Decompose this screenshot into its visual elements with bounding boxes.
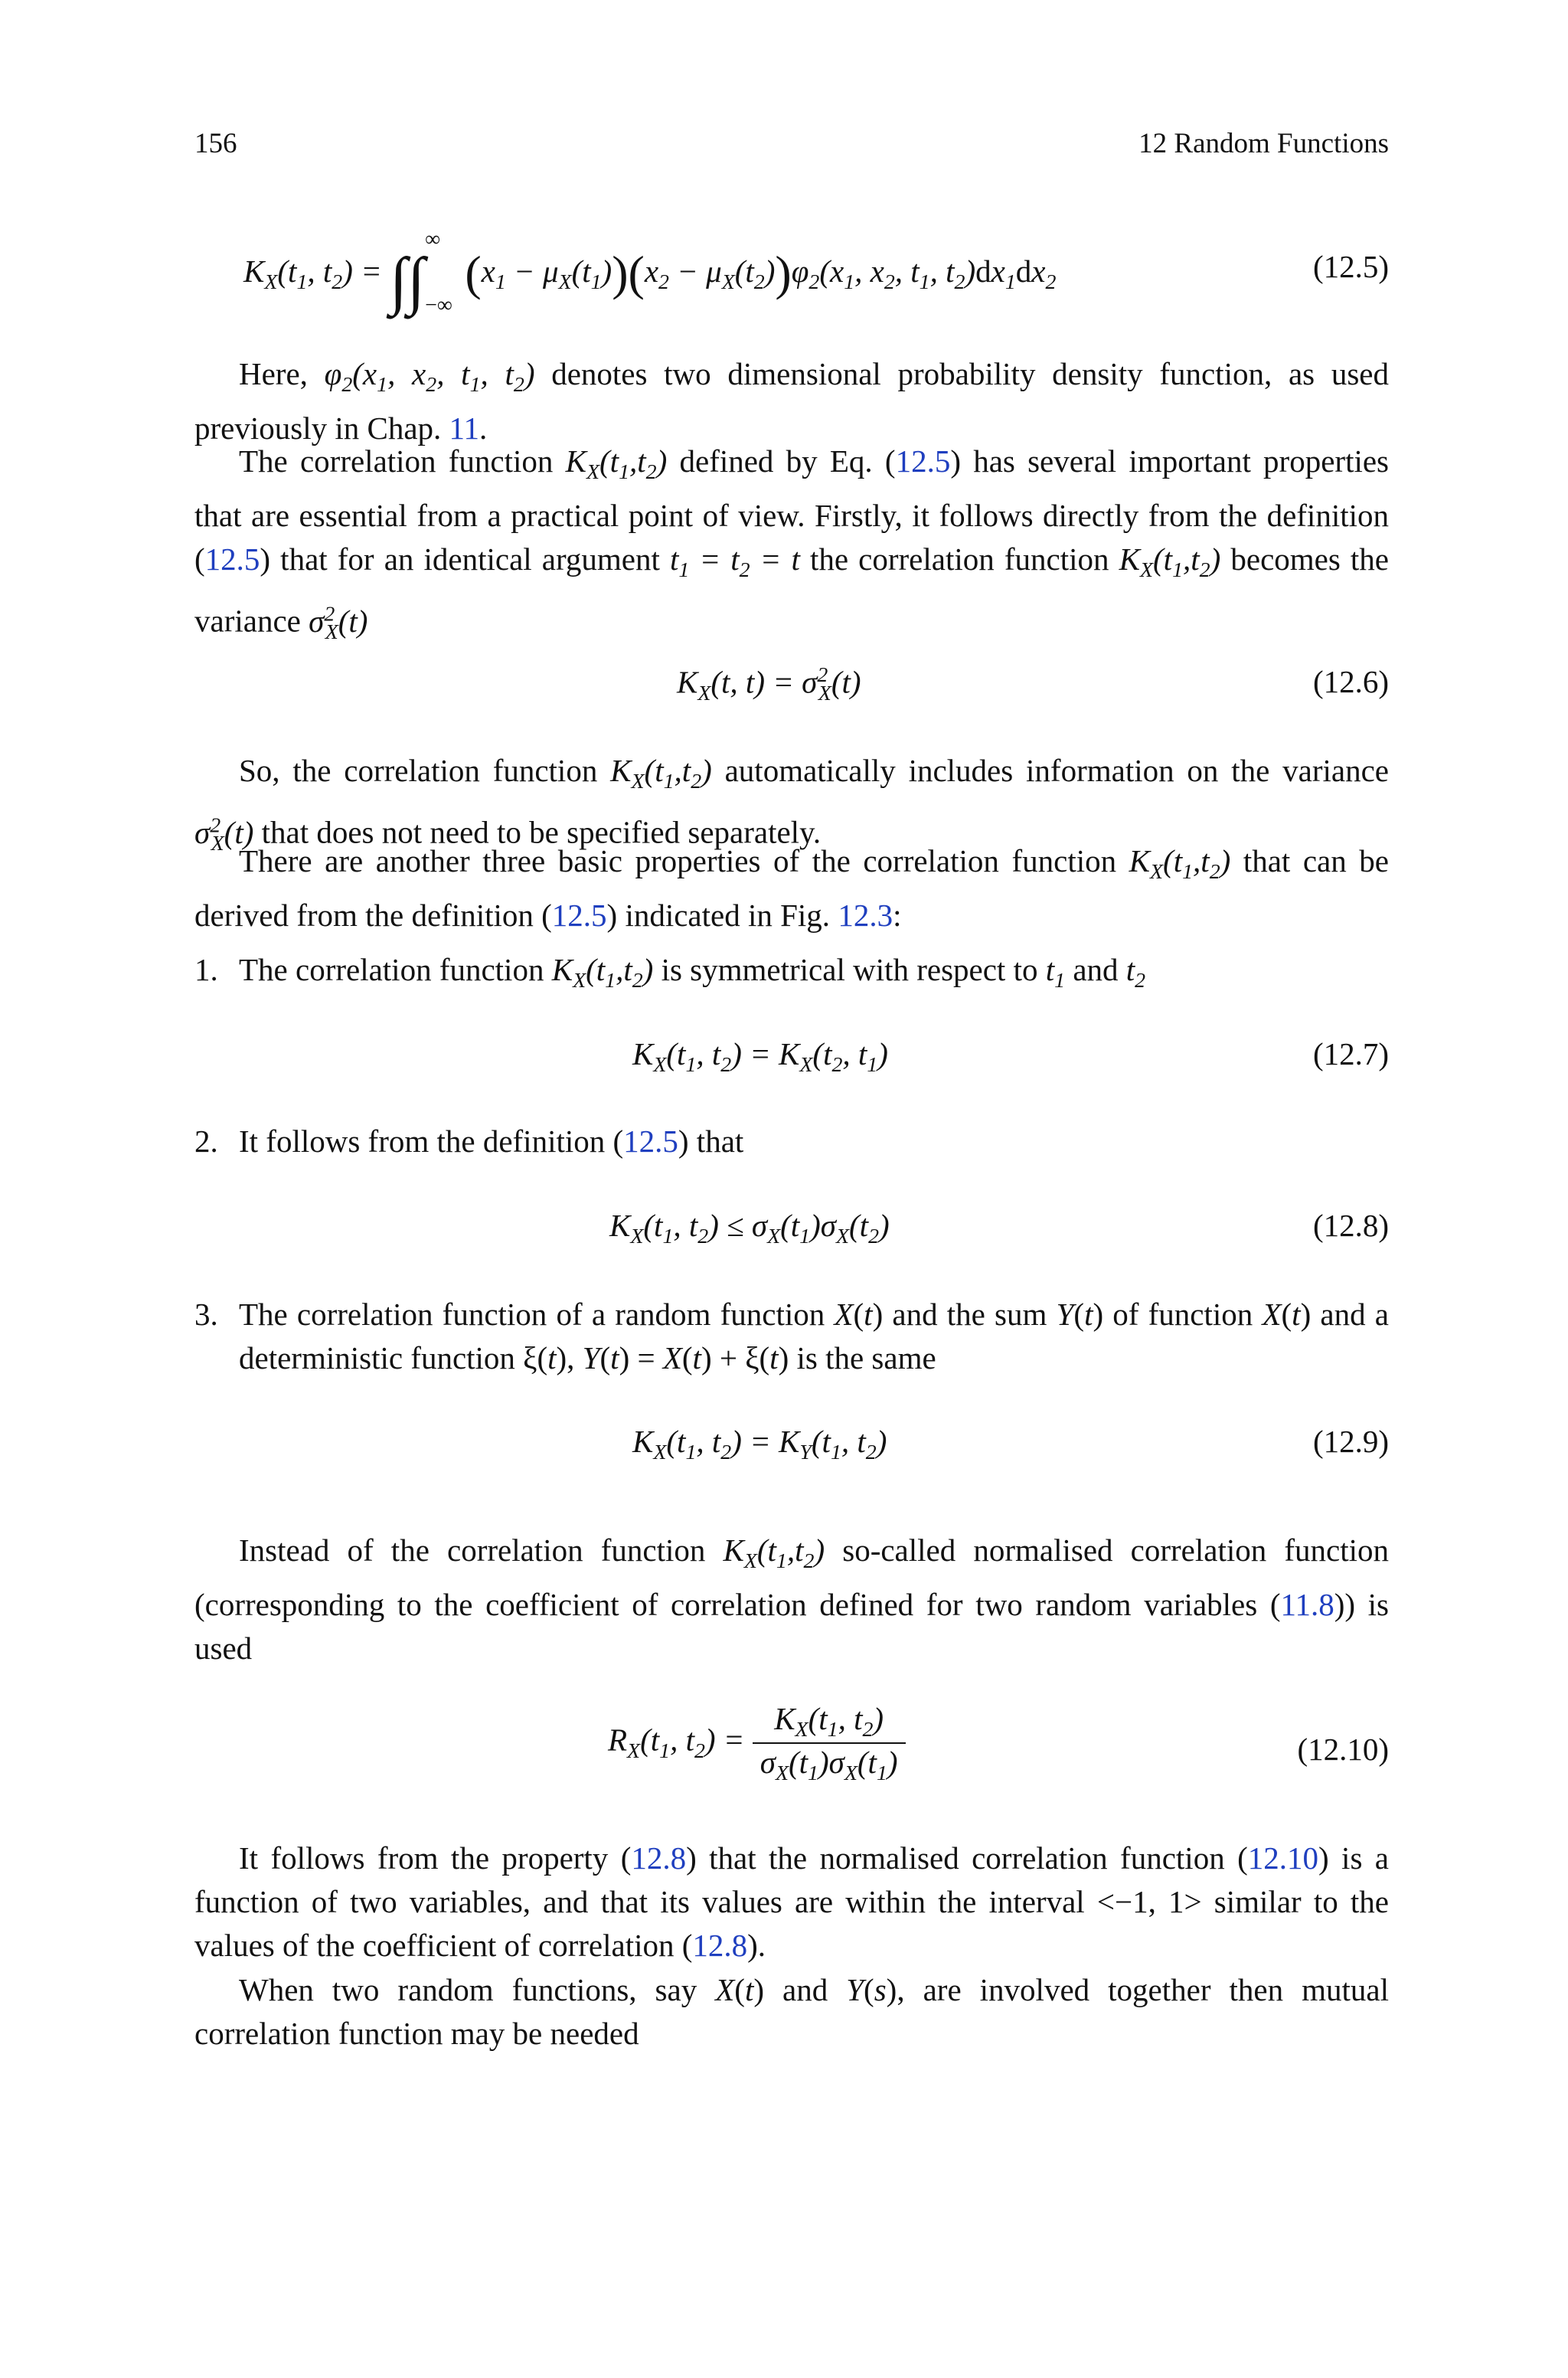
equation-12-7: [194, 1035, 1389, 1081]
equation-link[interactable]: 12.5: [551, 898, 607, 934]
equation-link[interactable]: 12.5: [895, 443, 951, 479]
equation-number: (12.9): [1312, 1424, 1389, 1459]
paragraph-4: There are another three basic properties of the correlation function $K_X(t_1,t_2)$ that can be derived from the definition (12.5) indicated in Fig. 12.3:: [194, 843, 1390, 934]
equation-12-6-body: $K_X(t$, $t) = \sigma^2_X(t)$: [677, 663, 861, 705]
equation-12-7-body: $K_X(t_1$, $t_2) = K_X(t_2$, $t_1$): [632, 1036, 888, 1078]
figure-link[interactable]: 12.3: [838, 898, 893, 934]
equation-12-8-body: $K_X(t_1$, $t_2) \le \sigma_X(t_1)\sigma_X(t_2)$: [609, 1208, 890, 1249]
paragraph-3: So, the correlation function $K_X(t_1,t_2)$ automatically includes information on the variance $\sigma^2_X(t)$ that does not need to be specified separately.: [194, 753, 1389, 856]
equation-12-9-body: $K_X(t_1$, $t_2) = K_Y(t_1$, $t_2$): [632, 1424, 887, 1465]
equation-link[interactable]: 12.5: [204, 541, 260, 577]
paragraph-5: Instead of the correlation function $K_X(t_1,t_2)$ so-called normalised correlation function (corresponding to the coefficient of correlation defined for two random variables (11.8)) is used: [194, 1532, 1389, 1667]
fraction: $\frac{K_X(t_1, t_2)}{\sigma_X(t_1)\sigma_X(t_1)}$: [753, 1700, 906, 1786]
running-head-title: 12 Random Functions: [1138, 128, 1389, 159]
equation-number: (12.10): [1297, 1732, 1389, 1767]
equation-12-5-body: $K_X(t_1$, $t_2$) = ∫∫ ∞ −∞ $(x_1 - \mu_X(t_1))(x_2 - \mu_X(t_2))\varphi_2(x_1$, $x_2$, $t_1$, $t_2)dx_1dx_2$: [243, 227, 1057, 317]
equation-link[interactable]: 12.8: [692, 1928, 748, 1963]
equation-12-5: [194, 227, 1389, 317]
equation-12-10: [194, 1700, 1389, 1800]
paragraph-2: The correlation function $K_X(t_1,t_2)$ defined by Eq. (12.5) has several important properties that are essential from a practical point of view. Firstly, it follows directly from the definition (12.5) that for an identical argument $t_1 = t_2 = t$ the correlation function $K_X(t_1,t_2)$ becomes the variance $\sigma^2_X(t)$: [194, 443, 1390, 645]
equation-number: (12.7): [1312, 1036, 1389, 1071]
equation-number: (12.8): [1312, 1208, 1389, 1243]
equation-number: (12.5): [1312, 249, 1389, 284]
page-number: 156: [194, 128, 237, 159]
integral-limits: ∞ −∞: [425, 227, 452, 317]
equation-12-9: [194, 1423, 1389, 1469]
equation-link[interactable]: 12.8: [631, 1840, 687, 1876]
equation-link[interactable]: 12.10: [1247, 1840, 1318, 1876]
paragraph-7: When two random functions, say X(t) and Y(s), are involved together then mutual correlation function may be needed: [194, 1972, 1389, 2051]
equation-12-10-body: $R_X(t_1$, $t_2$) = $\frac{K_X(t_1, t_2)}{\sigma_X(t_1)\sigma_X(t_1)}$: [608, 1700, 906, 1786]
paragraph-1: Here, $\varphi_2(x_1$, $x_2$, $t_1$, $t_2$) denotes two dimensional probability density function, as used previously in Chap. 11.: [194, 356, 1389, 446]
paragraph-6: It follows from the property (12.8) that the normalised correlation function (12.10) is a function of two variables, and that its values are within the interval <−1, 1> similar to the values of the coefficient of correlation (12.8).: [194, 1840, 1389, 1963]
equation-link[interactable]: 11.8: [1280, 1587, 1334, 1623]
equation-number: (12.6): [1312, 664, 1389, 699]
equation-12-8: [194, 1207, 1389, 1253]
equation-link[interactable]: 12.5: [623, 1124, 678, 1159]
double-integral-sign: ∫∫: [390, 245, 426, 316]
chapter-link[interactable]: 11: [449, 411, 480, 446]
equation-12-6: [194, 663, 1389, 709]
